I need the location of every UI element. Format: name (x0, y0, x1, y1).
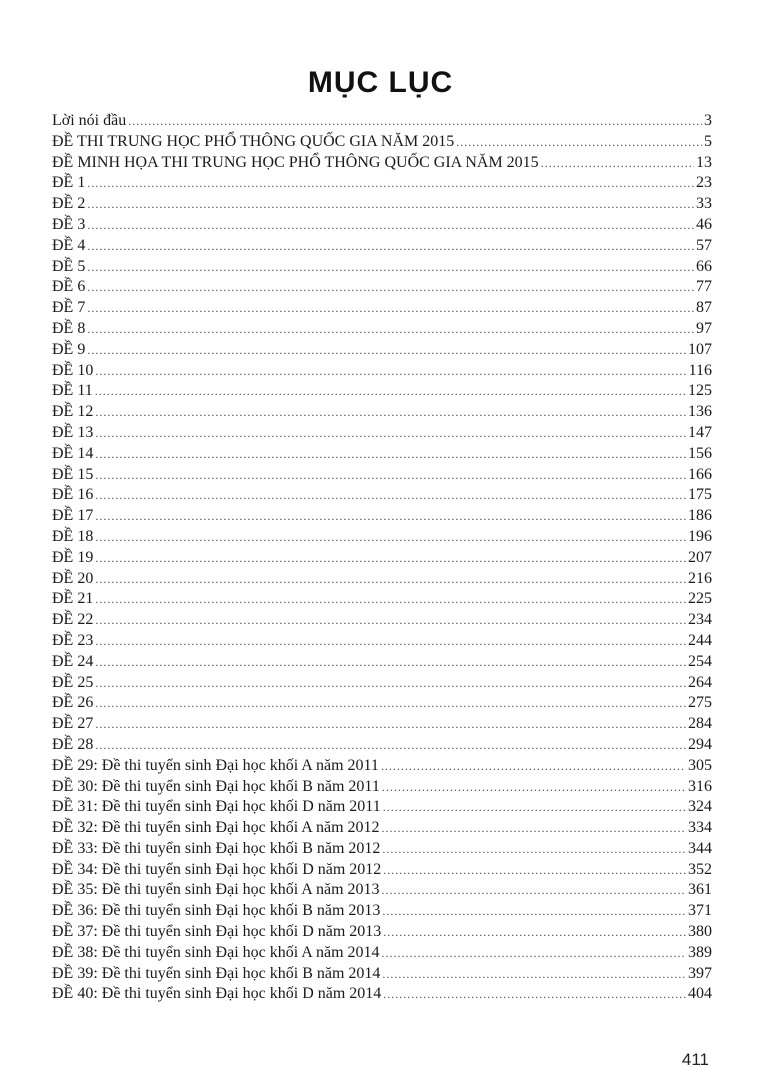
toc-entry-page: 380 (688, 923, 712, 941)
toc-dot-leader (87, 236, 694, 257)
toc-entry-label: ĐỀ 1 (52, 174, 86, 192)
toc-entry-label: ĐỀ 23 (52, 631, 94, 649)
toc-dot-leader (382, 818, 686, 839)
toc-entry-label: ĐỀ 39: Đề thi tuyển sinh Đại học khối B năm 2014 (52, 964, 381, 982)
toc-entry-label: ĐỀ 10 (52, 361, 94, 379)
toc-entry-label: ĐỀ 22 (52, 611, 94, 629)
toc-dot-leader (87, 277, 694, 298)
toc-entry-page: 264 (688, 673, 712, 691)
toc-entry-page: 216 (688, 569, 712, 587)
toc-entry-label: ĐỀ 26 (52, 694, 94, 712)
toc-entry-page: 57 (696, 236, 712, 254)
toc-entry-page: 46 (696, 215, 712, 233)
toc-entry (52, 506, 712, 527)
toc-entry (52, 485, 712, 506)
toc-dot-leader (95, 735, 686, 756)
toc-entry-page: 284 (688, 715, 712, 733)
toc-entry-page: 175 (688, 486, 712, 504)
toc-entry-label: ĐỀ 14 (52, 444, 94, 462)
toc-entry-label: ĐỀ 25 (52, 673, 94, 691)
toc-entry-page: 275 (688, 694, 712, 712)
toc-entry (52, 381, 712, 402)
toc-entry (52, 797, 712, 818)
toc-entry-label: ĐỀ 21 (52, 590, 94, 608)
toc-dot-leader (95, 548, 686, 569)
toc-entry-page: 23 (696, 174, 712, 192)
toc-entry-label: Lời nói đầu (52, 112, 127, 129)
toc-entry (52, 756, 712, 777)
toc-dot-leader (95, 361, 686, 382)
toc-entry-label: ĐỀ THI TRUNG HỌC PHỔ THÔNG QUỐC GIA NĂM 2015 (52, 132, 455, 150)
toc-entry-label: ĐỀ 33: Đề thi tuyển sinh Đại học khối B năm 2012 (52, 839, 381, 857)
toc-dot-leader (383, 860, 686, 881)
toc-entry-page: 254 (688, 652, 712, 670)
toc-entry-page: 136 (688, 403, 712, 421)
toc-entry (52, 693, 712, 714)
toc-entry-page: 147 (688, 423, 712, 441)
toc-entry-page: 13 (696, 153, 712, 171)
toc-entry-label: ĐỀ 12 (52, 403, 94, 421)
toc-dot-leader (87, 257, 694, 278)
toc-dot-leader (128, 111, 702, 132)
toc-entry-label: ĐỀ 37: Đề thi tuyển sinh Đại học khối D năm 2013 (52, 923, 382, 941)
toc-entry (52, 839, 712, 860)
toc-entry (52, 153, 712, 174)
toc-entry (52, 319, 712, 340)
toc-dot-leader (95, 714, 686, 735)
toc-entry-label: ĐỀ 28 (52, 735, 94, 753)
toc-entry-page: 316 (688, 777, 712, 795)
toc-entry-page: 186 (688, 507, 712, 525)
toc-dot-leader (95, 589, 686, 610)
toc-entry (52, 132, 712, 153)
toc-dot-leader (95, 444, 686, 465)
toc-entry (52, 631, 712, 652)
toc-entry-label: ĐỀ 17 (52, 507, 94, 525)
toc-entry-page: 166 (688, 465, 712, 483)
toc-entry-page: 225 (688, 590, 712, 608)
toc-entry-page: 371 (688, 902, 712, 920)
toc-entry (52, 402, 712, 423)
toc-entry (52, 964, 712, 985)
toc-entry-page: 324 (688, 798, 712, 816)
toc-entry-label: ĐỀ 40: Đề thi tuyển sinh Đại học khối D năm 2014 (52, 985, 382, 1003)
toc-entry (52, 423, 712, 444)
toc-entry-label: ĐỀ 13 (52, 423, 94, 441)
toc-dot-leader (87, 298, 694, 319)
toc-dot-leader (381, 756, 686, 777)
toc-entry (52, 236, 712, 257)
toc-entry-page: 3 (704, 112, 712, 129)
toc-entry (52, 194, 712, 215)
toc-entry (52, 943, 712, 964)
toc-dot-leader (95, 527, 686, 548)
toc-entry (52, 777, 712, 798)
toc-entry (52, 465, 712, 486)
toc-entry (52, 673, 712, 694)
toc-entry-label: ĐỀ 4 (52, 236, 86, 254)
toc-entry-page: 334 (688, 819, 712, 837)
toc-entry-label: ĐỀ 20 (52, 569, 94, 587)
toc-entry-page: 305 (688, 756, 712, 774)
toc-dot-leader (95, 506, 686, 527)
toc-entry-label: ĐỀ 32: Đề thi tuyển sinh Đại học khối A năm 2012 (52, 819, 380, 837)
toc-entry-page: 294 (688, 735, 712, 753)
toc-entry (52, 340, 712, 361)
toc-entry (52, 173, 712, 194)
toc-entry-page: 33 (696, 195, 712, 213)
toc-dot-leader (95, 423, 686, 444)
toc-entry (52, 901, 712, 922)
toc-dot-leader (87, 340, 686, 361)
toc-dot-leader (87, 173, 694, 194)
toc-entry-label: ĐỀ 36: Đề thi tuyển sinh Đại học khối B năm 2013 (52, 902, 381, 920)
toc-entry-label: ĐỀ 18 (52, 527, 94, 545)
toc-entry (52, 714, 712, 735)
toc-entry-label: ĐỀ 31: Đề thi tuyển sinh Đại học khối D năm 2011 (52, 798, 381, 816)
toc-entry (52, 880, 712, 901)
toc-entry-page: 244 (688, 631, 712, 649)
toc-entry (52, 111, 712, 132)
toc-dot-leader (382, 943, 686, 964)
toc-dot-leader (382, 777, 686, 798)
toc-dot-leader (87, 194, 694, 215)
toc-dot-leader (95, 465, 686, 486)
toc-entry-label: ĐỀ 27 (52, 715, 94, 733)
toc-entry (52, 527, 712, 548)
toc-entry-page: 397 (688, 964, 712, 982)
toc-entry (52, 215, 712, 236)
toc-entry (52, 257, 712, 278)
toc-entry-label: ĐỀ 35: Đề thi tuyển sinh Đại học khối A năm 2013 (52, 881, 380, 899)
toc-entry-page: 344 (688, 839, 712, 857)
toc-entry-page: 234 (688, 611, 712, 629)
toc-dot-leader (383, 984, 686, 1005)
toc-entry-page: 352 (688, 860, 712, 878)
toc-entry-page: 404 (688, 985, 712, 1003)
toc-dot-leader (383, 922, 686, 943)
toc-entry (52, 298, 712, 319)
toc-dot-leader (95, 381, 686, 402)
toc-dot-leader (95, 402, 686, 423)
toc-entry-page: 207 (688, 548, 712, 566)
toc-entry-label: ĐỀ 24 (52, 652, 94, 670)
toc-entry-label: ĐỀ 34: Đề thi tuyển sinh Đại học khối D năm 2012 (52, 860, 382, 878)
toc-entry (52, 548, 712, 569)
toc-dot-leader (382, 880, 686, 901)
toc-entry (52, 818, 712, 839)
toc-dot-leader (87, 319, 694, 340)
toc-entry-label: ĐỀ 29: Đề thi tuyển sinh Đại học khối A năm 2011 (52, 756, 379, 774)
toc-entry-label: ĐỀ MINH HỌA THI TRUNG HỌC PHỔ THÔNG QUỐC GIA NĂM 2015 (52, 153, 539, 171)
toc-dot-leader (541, 153, 694, 174)
toc-dot-leader (95, 693, 686, 714)
toc-entry-label: ĐỀ 6 (52, 278, 86, 296)
toc-entry (52, 444, 712, 465)
toc-entry-page: 361 (688, 881, 712, 899)
page-title: MỤC LỤC (307, 66, 454, 99)
toc-entry-label: ĐỀ 11 (52, 382, 93, 400)
toc-dot-leader (382, 901, 686, 922)
toc-entry-page: 66 (696, 257, 712, 275)
toc-entry (52, 984, 712, 1005)
toc-dot-leader (382, 964, 686, 985)
toc-dot-leader (95, 569, 686, 590)
toc-dot-leader (95, 652, 686, 673)
toc-entry-label: ĐỀ 15 (52, 465, 94, 483)
toc-entry-page: 156 (688, 444, 712, 462)
toc-entry (52, 652, 712, 673)
toc-entry-label: ĐỀ 30: Đề thi tuyển sinh Đại học khối B năm 2011 (52, 777, 380, 795)
toc-entry-label: ĐỀ 9 (52, 340, 86, 358)
toc-entry-page: 107 (688, 340, 712, 358)
toc-entry-page: 196 (688, 527, 712, 545)
toc-entry-label: ĐỀ 3 (52, 215, 86, 233)
toc-entry-label: ĐỀ 8 (52, 319, 86, 337)
toc-dot-leader (95, 631, 686, 652)
toc-entry (52, 610, 712, 631)
toc-entry (52, 860, 712, 881)
toc-entry-label: ĐỀ 7 (52, 299, 86, 317)
toc-entry-label: ĐỀ 19 (52, 548, 94, 566)
toc-dot-leader (95, 673, 686, 694)
toc-entry-page: 116 (688, 361, 712, 379)
toc-entry-page: 389 (688, 943, 712, 961)
toc-entry (52, 735, 712, 756)
toc-entry (52, 569, 712, 590)
toc-dot-leader (87, 215, 694, 236)
toc-dot-leader (382, 839, 686, 860)
toc-entry-page: 5 (704, 132, 712, 150)
page-number: 411 (681, 1050, 709, 1069)
toc-entry-page: 125 (688, 382, 712, 400)
toc-entry-label: ĐỀ 38: Đề thi tuyển sinh Đại học khối A năm 2014 (52, 943, 380, 961)
toc-entry (52, 361, 712, 382)
toc-dot-leader (383, 797, 686, 818)
toc-entry-page: 87 (696, 299, 712, 317)
toc-dot-leader (95, 610, 686, 631)
toc-dot-leader (456, 132, 702, 153)
table-of-contents (52, 111, 712, 1005)
toc-entry (52, 922, 712, 943)
toc-entry-page: 97 (696, 319, 712, 337)
toc-entry-page: 77 (696, 278, 712, 296)
toc-entry-label: ĐỀ 5 (52, 257, 86, 275)
toc-dot-leader (95, 485, 686, 506)
toc-entry (52, 277, 712, 298)
toc-entry-label: ĐỀ 2 (52, 195, 86, 213)
toc-entry-label: ĐỀ 16 (52, 486, 94, 504)
toc-entry (52, 589, 712, 610)
